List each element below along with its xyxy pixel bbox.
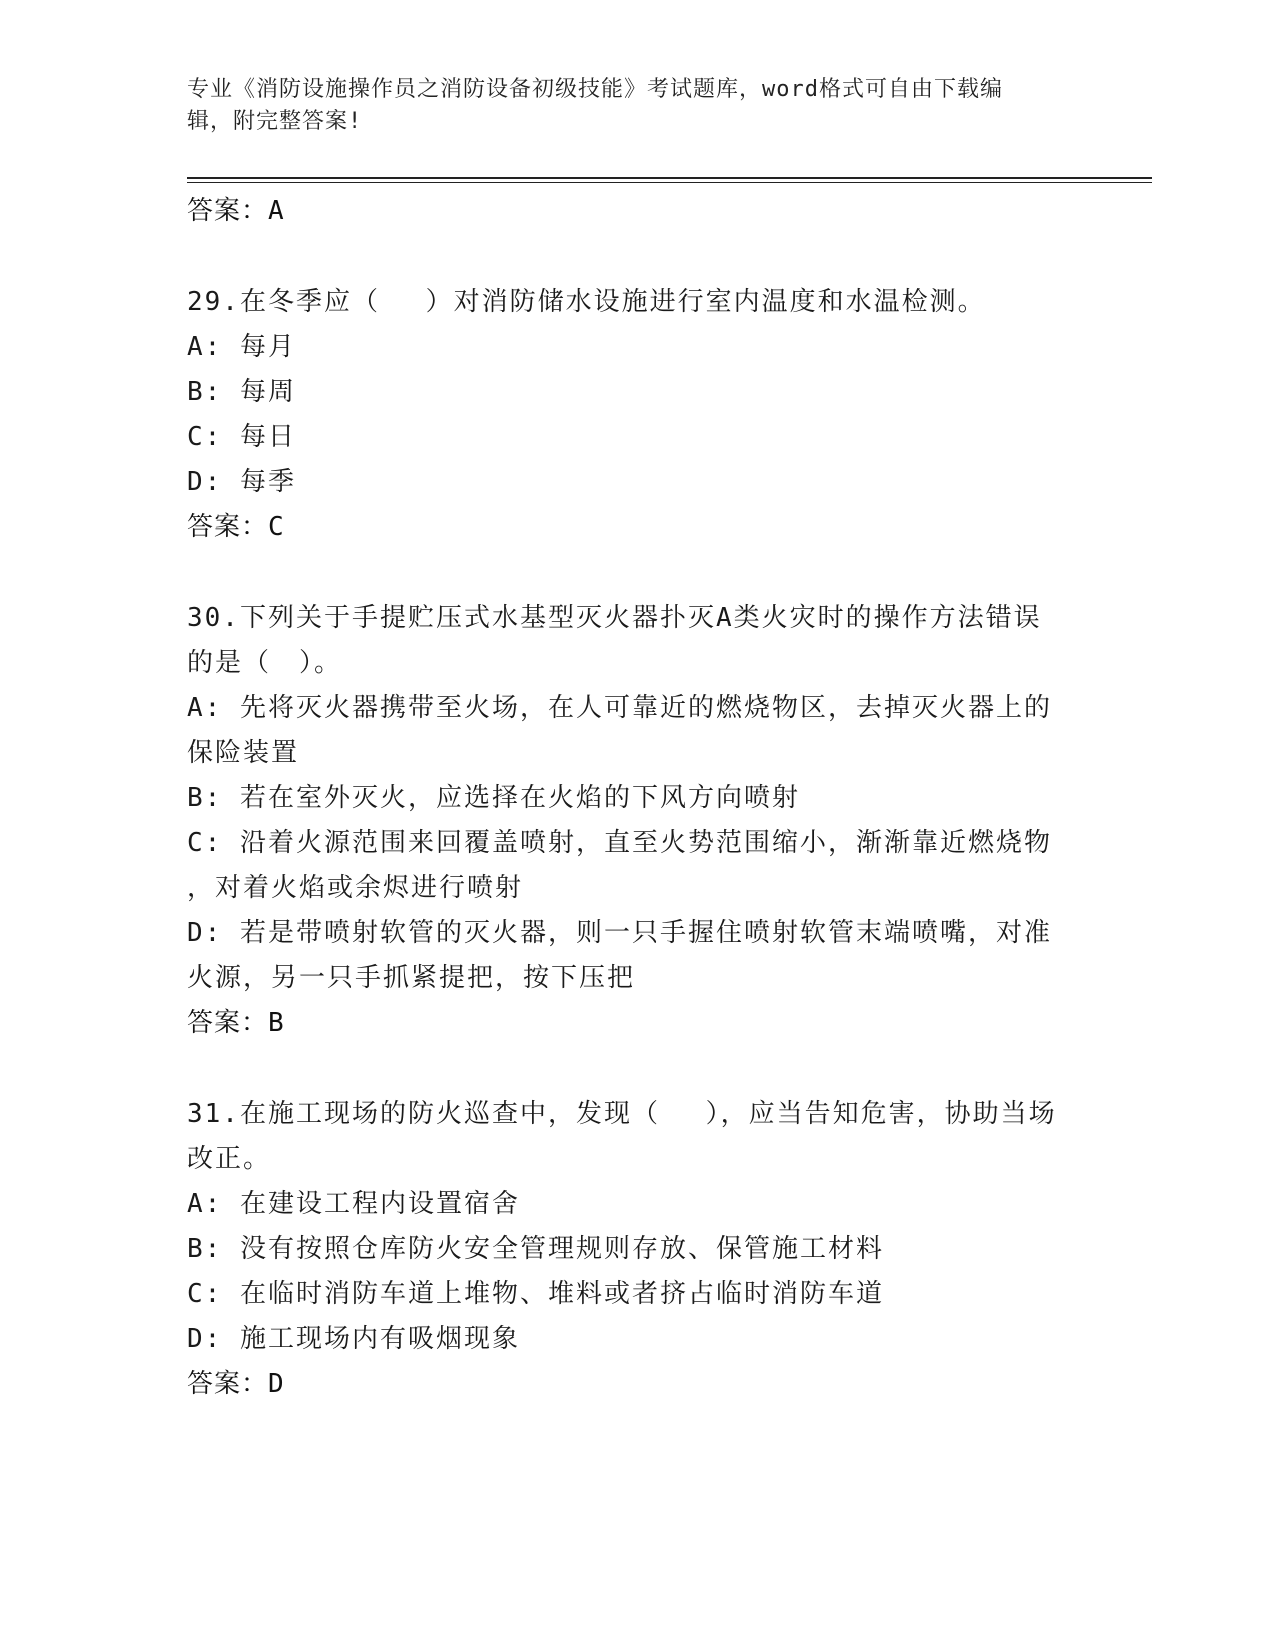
question-text-continued: 的是（ ）。 <box>187 648 343 678</box>
question-list <box>187 189 1087 1407</box>
option-b: B: 没有按照仓库防火安全管理规则存放、保管施工材料 <box>187 1234 884 1264</box>
question-text: 30.下列关于手提贮压式水基型灭火器扑灭A类火灾时的操作方法错误 <box>187 603 1042 633</box>
question-30 <box>187 596 1087 1046</box>
header-line-2: 辑，附完整答案! <box>187 109 363 134</box>
spacer <box>187 1046 1087 1092</box>
option-a: A: 每月 <box>187 332 296 362</box>
option-a: A: 在建设工程内设置宿舍 <box>187 1189 520 1219</box>
option-c: C: 沿着火源范围来回覆盖喷射，直至火势范围缩小，渐渐靠近燃烧物 <box>187 828 1052 858</box>
answer-line: 答案：D <box>187 1369 285 1399</box>
header-line-1: 专业《消防设施操作员之消防设备初级技能》考试题库，word格式可自由下载编 <box>187 77 1003 102</box>
answer-line: 答案：A <box>187 196 285 226</box>
answer-line: 答案：B <box>187 1008 285 1038</box>
option-d: D: 施工现场内有吸烟现象 <box>187 1324 520 1354</box>
option-a: A: 先将灭火器携带至火场，在人可靠近的燃烧物区，去掉灭火器上的 <box>187 693 1052 723</box>
option-b: B: 每周 <box>187 377 296 407</box>
option-d-continued: 火源，另一只手抓紧提把，按下压把 <box>187 963 636 993</box>
option-c: C: 在临时消防车道上堆物、堆料或者挤占临时消防车道 <box>187 1279 884 1309</box>
question-text-continued: 改正。 <box>187 1144 272 1174</box>
header-divider-thick <box>187 177 1152 179</box>
question-29 <box>187 280 1087 550</box>
option-d: D: 若是带喷射软管的灭火器，则一只手握住喷射软管末端喷嘴，对准 <box>187 918 1052 948</box>
header-divider-thin <box>187 182 1152 183</box>
document-header <box>187 74 1067 138</box>
question-text: 31.在施工现场的防火巡查中，发现（ ），应当告知危害，协助当场 <box>187 1099 1057 1129</box>
spacer <box>187 234 1087 280</box>
option-b: B: 若在室外灭火，应选择在火焰的下风方向喷射 <box>187 783 800 813</box>
option-a-continued: 保险装置 <box>187 738 300 768</box>
question-31 <box>187 1092 1087 1407</box>
spacer <box>187 550 1087 596</box>
option-c: C: 每日 <box>187 422 296 452</box>
answer-line: 答案：C <box>187 512 285 542</box>
question-text: 29.在冬季应（ ）对消防储水设施进行室内温度和水温检测。 <box>187 287 986 317</box>
option-d: D: 每季 <box>187 467 296 497</box>
option-c-continued: ，对着火焰或余烬进行喷射 <box>187 873 524 903</box>
